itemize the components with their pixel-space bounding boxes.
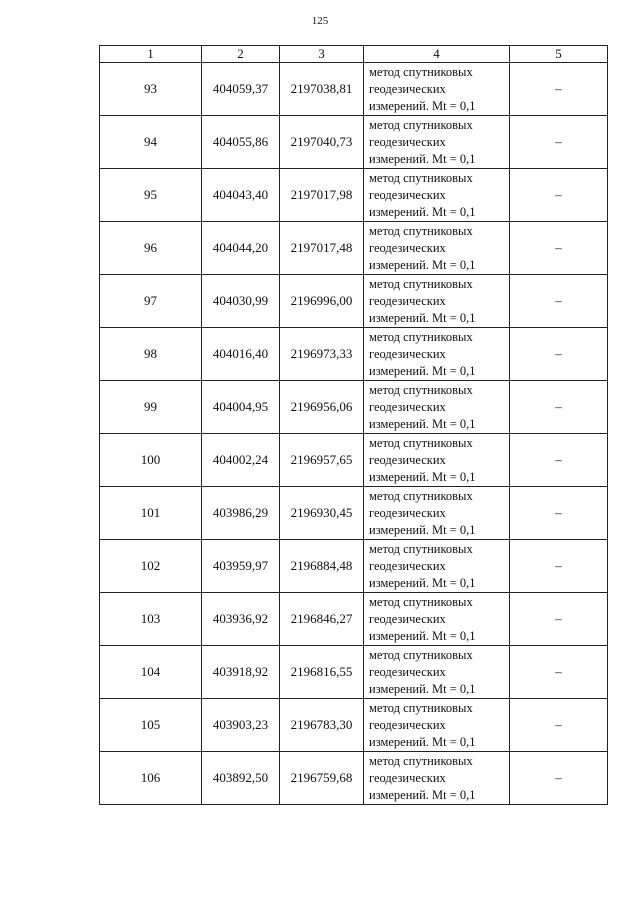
y-coordinate-cell: 2196957,65	[280, 434, 364, 487]
table-header	[100, 46, 608, 63]
method-line-2: геодезических	[369, 81, 446, 96]
coordinates-table	[99, 45, 608, 805]
point-number-cell: 95	[100, 169, 202, 222]
table-row	[100, 434, 608, 487]
note-cell: –	[510, 593, 608, 646]
method-line-1: метод спутниковых	[369, 753, 473, 768]
method-line-3: измерений. Mt = 0,1	[369, 257, 476, 272]
method-cell	[364, 593, 510, 646]
method-line-2: геодезических	[369, 399, 446, 414]
note-cell: –	[510, 540, 608, 593]
point-number-cell: 106	[100, 752, 202, 805]
table-row	[100, 116, 608, 169]
method-cell	[364, 381, 510, 434]
x-coordinate-cell: 403903,23	[202, 699, 280, 752]
header-col-5: 5	[510, 46, 608, 63]
x-coordinate-cell: 403936,92	[202, 593, 280, 646]
method-line-3: измерений. Mt = 0,1	[369, 151, 476, 166]
x-coordinate-cell: 404043,40	[202, 169, 280, 222]
method-line-3: измерений. Mt = 0,1	[369, 416, 476, 431]
method-line-2: геодезических	[369, 717, 446, 732]
method-line-3: измерений. Mt = 0,1	[369, 204, 476, 219]
point-number-cell: 94	[100, 116, 202, 169]
point-number-cell: 98	[100, 328, 202, 381]
method-line-1: метод спутниковых	[369, 700, 473, 715]
method-line-1: метод спутниковых	[369, 117, 473, 132]
point-number-cell: 102	[100, 540, 202, 593]
note-cell: –	[510, 116, 608, 169]
table-row	[100, 275, 608, 328]
method-line-3: измерений. Mt = 0,1	[369, 363, 476, 378]
method-line-3: измерений. Mt = 0,1	[369, 575, 476, 590]
method-line-2: геодезических	[369, 293, 446, 308]
method-line-2: геодезических	[369, 558, 446, 573]
y-coordinate-cell: 2196996,00	[280, 275, 364, 328]
x-coordinate-cell: 403918,92	[202, 646, 280, 699]
point-number-cell: 103	[100, 593, 202, 646]
point-number-cell: 104	[100, 646, 202, 699]
note-cell: –	[510, 275, 608, 328]
method-line-3: измерений. Mt = 0,1	[369, 522, 476, 537]
note-cell: –	[510, 381, 608, 434]
table-row	[100, 752, 608, 805]
method-line-1: метод спутниковых	[369, 64, 473, 79]
point-number-cell: 93	[100, 63, 202, 116]
header-col-4: 4	[364, 46, 510, 63]
table-row	[100, 222, 608, 275]
x-coordinate-cell: 404002,24	[202, 434, 280, 487]
table-row	[100, 381, 608, 434]
y-coordinate-cell: 2196783,30	[280, 699, 364, 752]
method-line-2: геодезических	[369, 346, 446, 361]
method-cell	[364, 222, 510, 275]
y-coordinate-cell: 2197017,98	[280, 169, 364, 222]
method-cell	[364, 434, 510, 487]
method-line-2: геодезических	[369, 770, 446, 785]
x-coordinate-cell: 403959,97	[202, 540, 280, 593]
method-line-2: геодезических	[369, 664, 446, 679]
x-coordinate-cell: 404016,40	[202, 328, 280, 381]
method-cell	[364, 328, 510, 381]
table-row	[100, 63, 608, 116]
table-row	[100, 540, 608, 593]
note-cell: –	[510, 222, 608, 275]
method-line-2: геодезических	[369, 240, 446, 255]
method-line-3: измерений. Mt = 0,1	[369, 628, 476, 643]
table-row	[100, 328, 608, 381]
y-coordinate-cell: 2197038,81	[280, 63, 364, 116]
header-col-3: 3	[280, 46, 364, 63]
y-coordinate-cell: 2196956,06	[280, 381, 364, 434]
table-row	[100, 487, 608, 540]
note-cell: –	[510, 646, 608, 699]
method-cell	[364, 169, 510, 222]
y-coordinate-cell: 2196846,27	[280, 593, 364, 646]
point-number-cell: 100	[100, 434, 202, 487]
method-cell	[364, 699, 510, 752]
x-coordinate-cell: 403986,29	[202, 487, 280, 540]
x-coordinate-cell: 404055,86	[202, 116, 280, 169]
x-coordinate-cell: 404030,99	[202, 275, 280, 328]
point-number-cell: 99	[100, 381, 202, 434]
method-cell	[364, 540, 510, 593]
method-line-1: метод спутниковых	[369, 488, 473, 503]
x-coordinate-cell: 404059,37	[202, 63, 280, 116]
note-cell: –	[510, 169, 608, 222]
method-line-3: измерений. Mt = 0,1	[369, 469, 476, 484]
method-line-1: метод спутниковых	[369, 382, 473, 397]
method-cell	[364, 487, 510, 540]
method-cell	[364, 752, 510, 805]
header-row	[100, 46, 608, 63]
point-number-cell: 97	[100, 275, 202, 328]
table-row	[100, 169, 608, 222]
method-line-1: метод спутниковых	[369, 594, 473, 609]
y-coordinate-cell: 2196930,45	[280, 487, 364, 540]
y-coordinate-cell: 2196759,68	[280, 752, 364, 805]
y-coordinate-cell: 2197040,73	[280, 116, 364, 169]
method-line-3: измерений. Mt = 0,1	[369, 787, 476, 802]
method-line-1: метод спутниковых	[369, 541, 473, 556]
method-line-1: метод спутниковых	[369, 276, 473, 291]
note-cell: –	[510, 63, 608, 116]
y-coordinate-cell: 2197017,48	[280, 222, 364, 275]
header-col-1: 1	[100, 46, 202, 63]
y-coordinate-cell: 2196816,55	[280, 646, 364, 699]
method-line-3: измерений. Mt = 0,1	[369, 681, 476, 696]
x-coordinate-cell: 404004,95	[202, 381, 280, 434]
header-col-2: 2	[202, 46, 280, 63]
method-line-1: метод спутниковых	[369, 435, 473, 450]
method-line-1: метод спутниковых	[369, 223, 473, 238]
point-number-cell: 105	[100, 699, 202, 752]
method-line-2: геодезических	[369, 611, 446, 626]
table-row	[100, 593, 608, 646]
method-line-2: геодезических	[369, 505, 446, 520]
y-coordinate-cell: 2196973,33	[280, 328, 364, 381]
note-cell: –	[510, 328, 608, 381]
method-line-2: геодезических	[369, 134, 446, 149]
method-line-3: измерений. Mt = 0,1	[369, 310, 476, 325]
note-cell: –	[510, 487, 608, 540]
method-line-2: геодезических	[369, 452, 446, 467]
note-cell: –	[510, 752, 608, 805]
x-coordinate-cell: 404044,20	[202, 222, 280, 275]
table-row	[100, 646, 608, 699]
method-line-1: метод спутниковых	[369, 329, 473, 344]
method-line-2: геодезических	[369, 187, 446, 202]
method-line-1: метод спутниковых	[369, 647, 473, 662]
note-cell: –	[510, 699, 608, 752]
method-cell	[364, 63, 510, 116]
note-cell: –	[510, 434, 608, 487]
method-cell	[364, 275, 510, 328]
y-coordinate-cell: 2196884,48	[280, 540, 364, 593]
table-body	[100, 63, 608, 805]
method-line-3: измерений. Mt = 0,1	[369, 98, 476, 113]
table-row	[100, 699, 608, 752]
method-line-3: измерений. Mt = 0,1	[369, 734, 476, 749]
method-cell	[364, 646, 510, 699]
point-number-cell: 101	[100, 487, 202, 540]
method-cell	[364, 116, 510, 169]
method-line-1: метод спутниковых	[369, 170, 473, 185]
point-number-cell: 96	[100, 222, 202, 275]
x-coordinate-cell: 403892,50	[202, 752, 280, 805]
page-number: 125	[311, 15, 329, 27]
